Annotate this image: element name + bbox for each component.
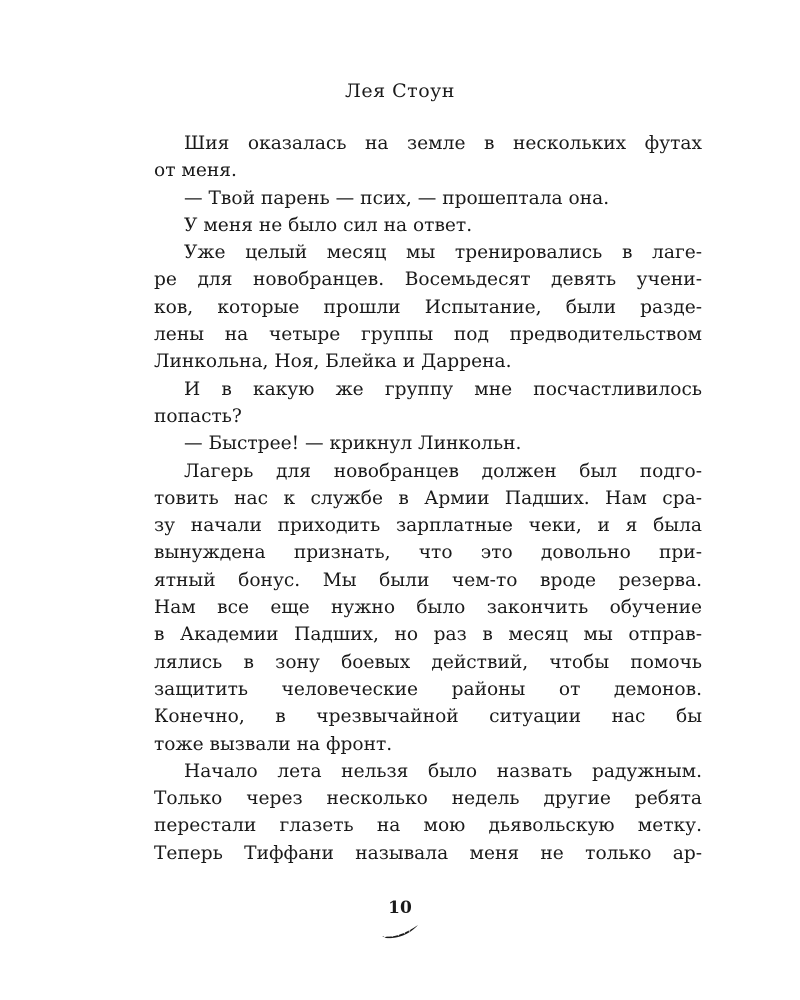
running-head-author: Лея Стоун	[345, 80, 455, 102]
text-line: товить нас к службе в Армии Падших. Нам сра-	[154, 487, 702, 509]
text-line: перестали глазеть на мою дьявольскую метку.	[154, 815, 702, 837]
text-line: Теперь Тиффани называла меня не только ар-	[154, 842, 702, 864]
text-line: Начало лета нельзя было назвать радужным.	[184, 760, 702, 782]
text-line: защитить человеческие районы от демонов.	[154, 678, 702, 700]
text-line: тоже вызвали на фронт.	[154, 733, 393, 755]
text-line: вынуждена признать, что это довольно при-	[154, 542, 702, 564]
text-line: ре для новобранцев. Восемьдесят девять учени-	[154, 269, 702, 291]
text-line: от меня.	[154, 160, 237, 182]
text-line: лены на четыре группы под предводительством	[154, 324, 702, 346]
text-line: Шия оказалась на земле в нескольких футах	[184, 133, 702, 154]
text-line: в Академии Падших, но раз в месяц мы отправ-	[154, 624, 702, 646]
text-line: лялись в зону боевых действий, чтобы помочь	[154, 651, 702, 673]
text-line: У меня не было сил на ответ.	[184, 214, 473, 236]
text-line: зу начали приходить зарплатные чеки, и я была	[154, 515, 702, 537]
page-number: 10	[388, 898, 412, 918]
page-footer	[0, 898, 800, 940]
text-line: Только через несколько недель другие ребята	[154, 788, 702, 810]
text-line: ятный бонус. Мы были чем-то вроде резерва.	[154, 569, 702, 591]
text-line: — Быстрее! — крикнул Линкольн.	[184, 433, 522, 455]
text-line: попасть?	[154, 405, 242, 427]
text-line: Нам все еще нужно было закончить обучение	[154, 597, 702, 619]
body-text	[154, 130, 702, 867]
feather-icon	[380, 922, 420, 940]
text-line: — Твой парень — псих, — прошептала она.	[184, 187, 610, 209]
text-line: Лагерь для новобранцев должен был подго-	[184, 460, 702, 482]
text-line: Линкольна, Ноя, Блейка и Даррена.	[154, 351, 512, 373]
text-line: Конечно, в чрезвычайной ситуации нас бы	[154, 706, 702, 728]
text-line: И в какую же группу мне посчастливилось	[184, 378, 702, 400]
text-line: ков, которые прошли Испытание, были разде-	[154, 296, 702, 318]
text-line: Уже целый месяц мы тренировались в лаге-	[184, 242, 702, 264]
